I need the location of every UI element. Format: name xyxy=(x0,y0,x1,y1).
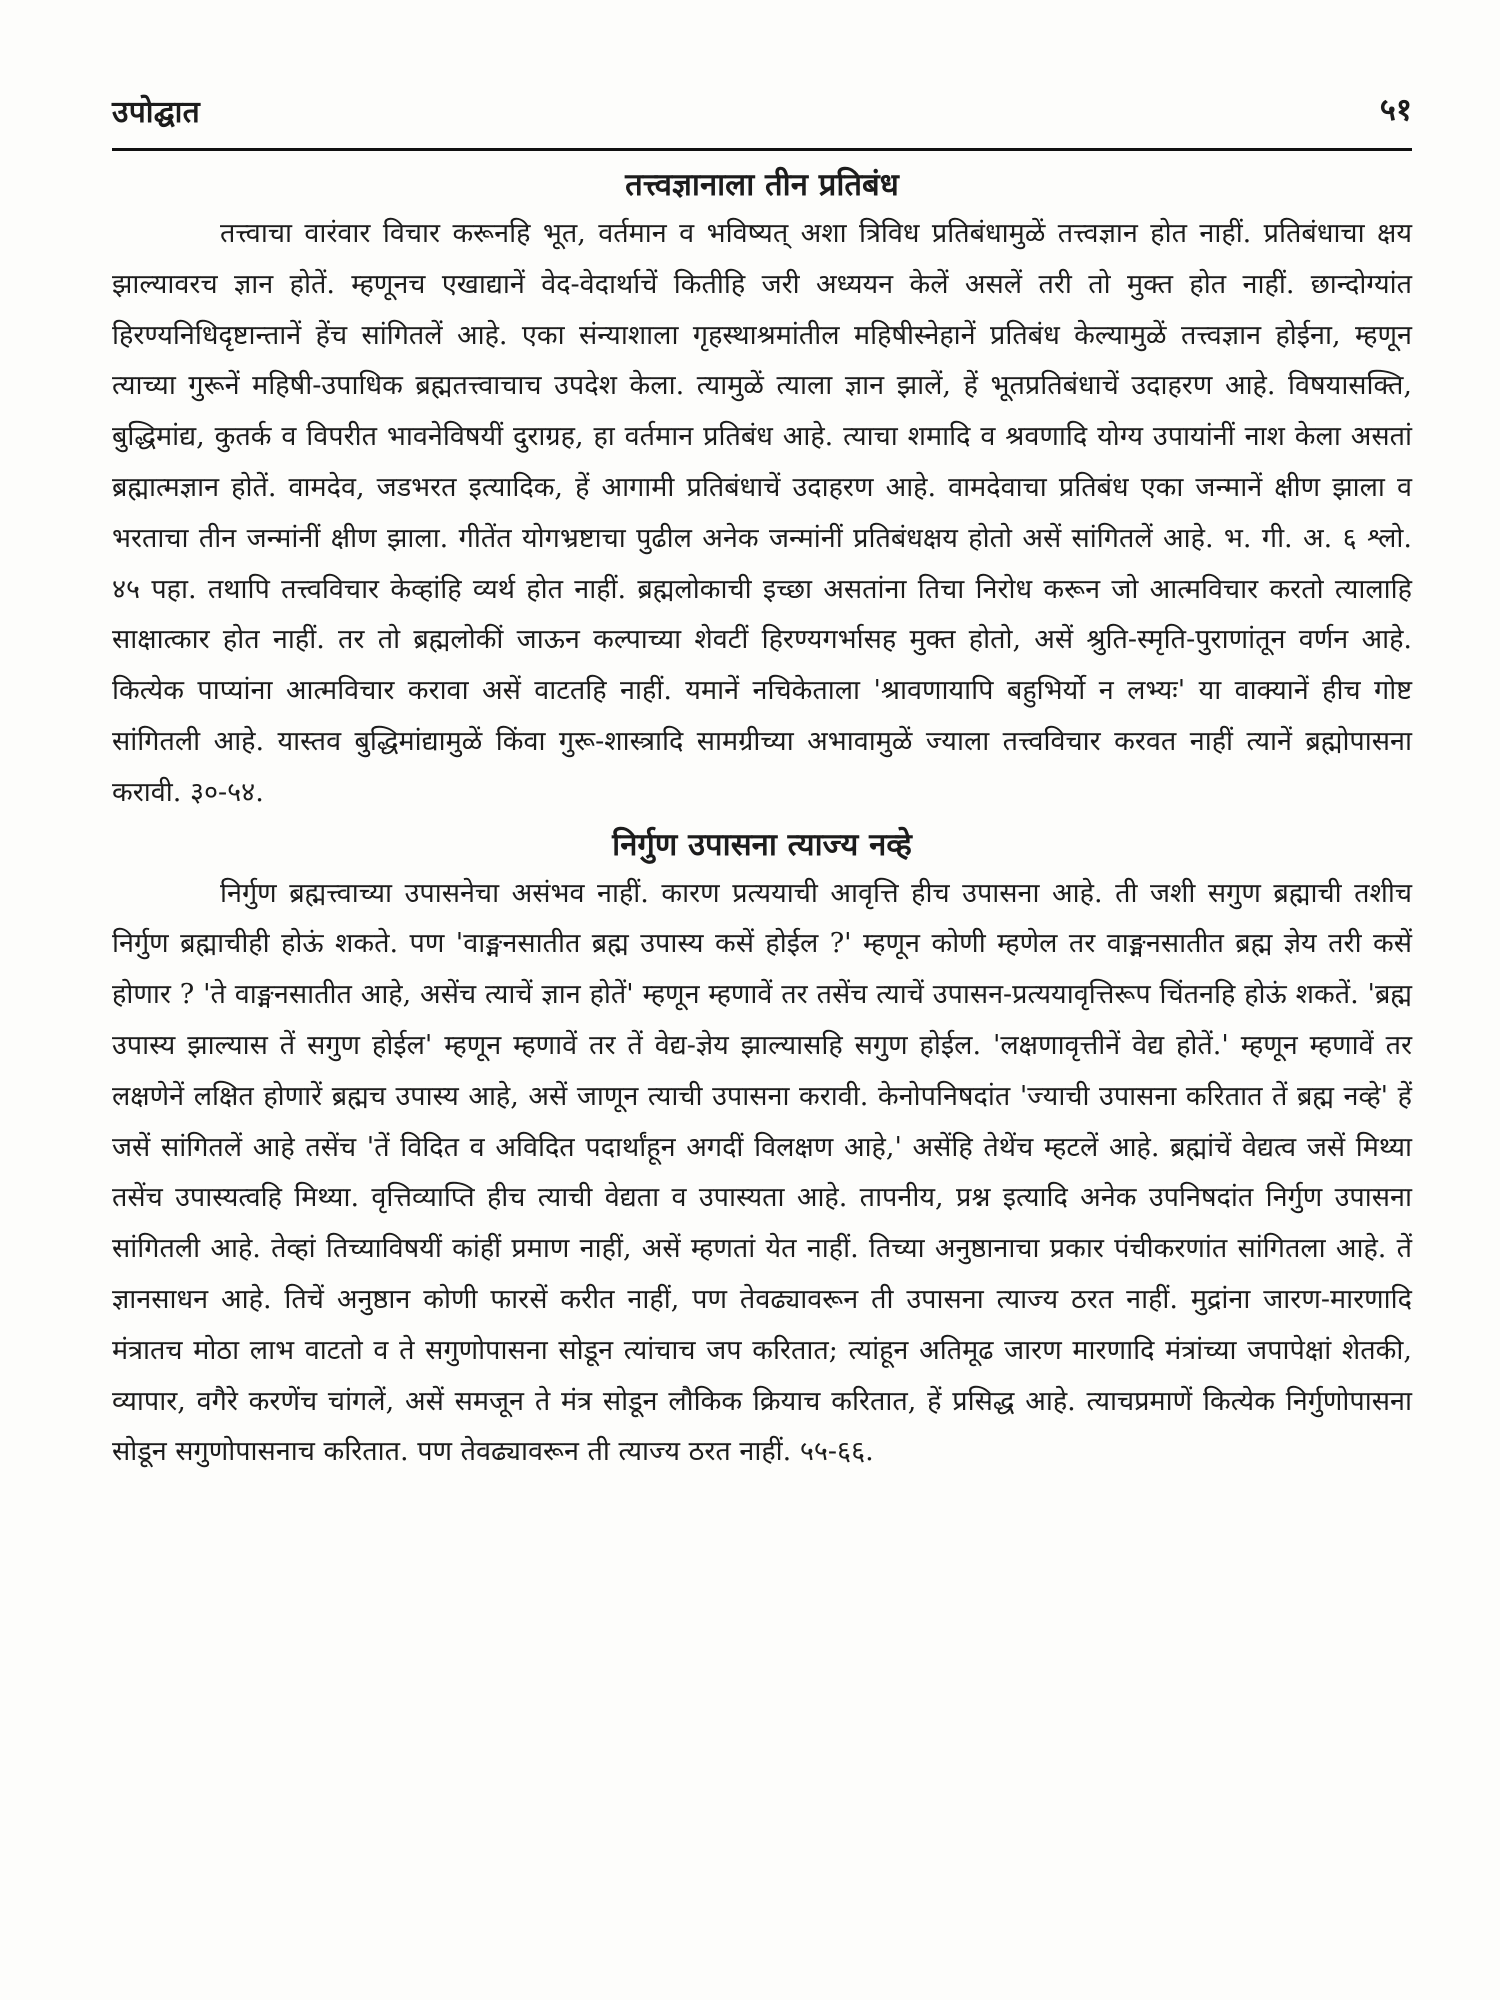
running-header xyxy=(112,80,1412,136)
section-paragraph-nirguna-upasana: निर्गुण ब्रह्मत्त्वाच्या उपासनेचा असंभव नाहीं. कारण प्रत्ययाची आवृत्ति हीच उपासना आहे. ती जशी सगुण ब्रह्माची तशीच निर्गुण ब्रह्माचीही होऊं शकते. पण 'वाङ्मनसातीत ब्रह्म उपास्य कसें होईल ?' म्हणून कोणी म्हणेल तर वाङ्मनसातीत ब्रह्म ज्ञेय तरी कसें होणार ? 'ते वाङ्मनसातीत आहे, असेंच त्याचें ज्ञान होतें' म्हणून म्हणावें तर तसेंच त्याचें उपासन-प्रत्ययावृत्तिरूप चिंतनहि होऊं शकतें. 'ब्रह्म उपास्य झाल्यास तें सगुण होईल' म्हणून म्हणावें तर तें वेद्य-ज्ञेय झाल्यासहि सगुण होईल. 'लक्षणावृत्तीनें वेद्य होतें.' म्हणून म्हणावें तर लक्षणेनें लक्षित होणारें ब्रह्मच उपास्य आहे, असें जाणून त्याची उपासना करावी. केनोपनिषदांत 'ज्याची उपासना करितात तें ब्रह्म नव्हे' हें जसें सांगितलें आहे तसेंच 'तें विदित व अविदित पदार्थांहून अगदीं विलक्षण आहे,' असेंहि तेथेंच म्हटलें आहे. ब्रह्मांचें वेद्यत्व जसें मिथ्या तसेंच उपास्यत्वहि मिथ्या. वृत्तिव्याप्ति हीच त्याची वेद्यता व उपास्यता आहे. तापनीय, प्रश्न इत्यादि अनेक उपनिषदांत निर्गुण उपासना सांगितली आहे. तेव्हां तिच्याविषयीं कांहीं प्रमाण नाहीं, असें म्हणतां येत नाहीं. तिच्या अनुष्ठानाचा प्रकार पंचीकरणांत सांगितला आहे. तें ज्ञानसाधन आहे. तिचें अनुष्ठान कोणी फारसें करीत नाहीं, पण तेवढ्यावरून ती उपासना त्याज्य ठरत नाहीं. मुद्रांना जारण-मारणादि मंत्रातच मोठा लाभ वाटतो व ते सगुणोपासना सोडून त्यांचाच जप करितात; त्यांहून अतिमूढ जारण मारणादि मंत्रांच्या जपापेक्षां शेतकी, व्यापार, वगैरे करणेंच चांगलें, असें समजून ते मंत्र सोडून लौकिक क्रियाच करितात, हें प्रसिद्ध आहे. त्याचप्रमाणें कित्येक निर्गुणोपासना सोडून सगुणोपासनाच करितात. पण तेवढ्यावरून ती त्याज्य ठरत नाहीं. ५५-६६. xyxy=(112,877,1412,1468)
page-number: ५१ xyxy=(1379,92,1412,128)
section-heading-three-obstacles: तत्त्वज्ञानाला तीन प्रतिबंध xyxy=(625,167,899,203)
running-title: उपोद्घात xyxy=(112,95,201,130)
header-rule xyxy=(112,148,1412,151)
section-heading-nirguna-upasana: निर्गुण उपासना त्याज्य नव्हे xyxy=(612,826,912,863)
section-paragraph-three-obstacles: तत्त्वाचा वारंवार विचार करूनहि भूत, वर्तमान व भविष्यत् अशा त्रिविध प्रतिबंधामुळें तत्त्वज्ञान होत नाहीं. प्रतिबंधाचा क्षय झाल्यावरच ज्ञान होतें. म्हणूनच एखाद्यानें वेद-वेदार्थाचें कितीहि जरी अध्ययन केलें असलें तरी तो मुक्त होत नाहीं. छान्दोग्यांत हिरण्यनिधिदृष्टान्तानें हेंच सांगितलें आहे. एका संन्याशाला गृहस्थाश्रमांतील महिषीस्नेहानें प्रतिबंध केल्यामुळें तत्त्वज्ञान होईना, म्हणून त्याच्या गुरूनें महिषी-उपाधिक ब्रह्मतत्त्वाचाच उपदेश केला. त्यामुळें त्याला ज्ञान झालें, हें भूतप्रतिबंधाचें उदाहरण आहे. विषयासक्ति, बुद्धिमांद्य, कुतर्क व विपरीत भावनेविषयीं दुराग्रह, हा वर्तमान प्रतिबंध आहे. त्याचा शमादि व श्रवणादि योग्य उपायांनीं नाश केला असतां ब्रह्मात्मज्ञान होतें. वामदेव, जडभरत इत्यादिक, हें आगामी प्रतिबंधाचें उदाहरण आहे. वामदेवाचा प्रतिबंध एका जन्मानें क्षीण झाला व भरताचा तीन जन्मांनीं क्षीण झाला. गीतेंत योगभ्रष्टाचा पुढील अनेक जन्मांनीं प्रतिबंधक्षय होतो असें सांगितलें आहे. भ. गी. अ. ६ श्लो. ४५ पहा. तथापि तत्त्वविचार केव्हांहि व्यर्थ होत नाहीं. ब्रह्मलोकाची इच्छा असतांना तिचा निरोध करून जो आत्मविचार करतो त्यालाहि साक्षात्कार होत नाहीं. तर तो ब्रह्मलोकीं जाऊन कल्पाच्या शेवटीं हिरण्यगर्भासह मुक्त होतो, असें श्रुति-स्मृति-पुराणांतून वर्णन आहे. कित्येक पाप्यांना आत्मविचार करावा असें वाटतहि नाहीं. यमानें नचिकेताला 'श्रावणायापि बहुभिर्यो न लभ्यः' या वाक्यानें हीच गोष्ट सांगितली आहे. यास्तव बुद्धिमांद्यामुळें किंवा गुरू-शास्त्रादि सामग्रीच्या अभावामुळें ज्याला तत्त्वविचार करवत नाहीं त्यानें ब्रह्मोपासना करावी. ३०-५४. xyxy=(112,218,1412,808)
